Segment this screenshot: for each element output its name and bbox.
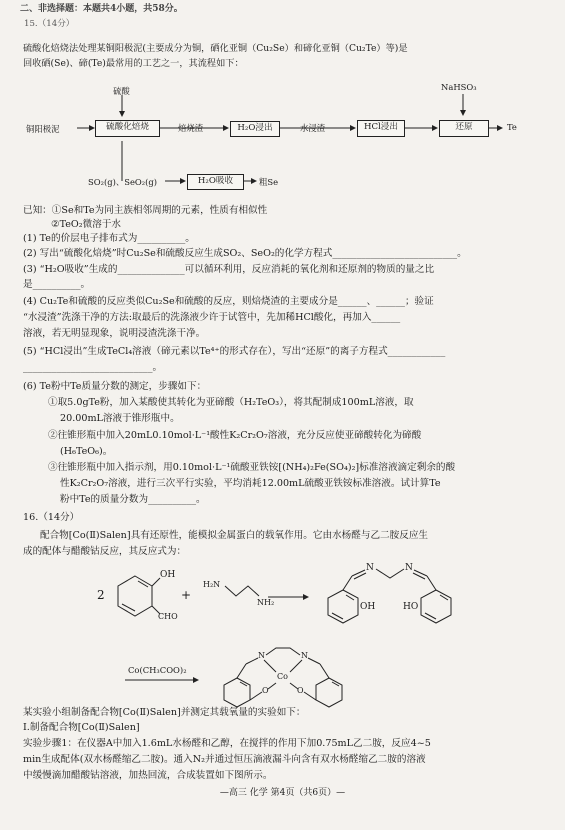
q15-known-2: ②TeO₂微溶于水 <box>51 219 122 230</box>
q15-number: 15.（14分） <box>24 19 75 29</box>
scheme-coefficient: 2 <box>97 588 105 602</box>
q15-part-6-step3b: 性K₂Cr₂O₇溶液，进行三次平行实验，平均消耗12.00mL硫酸亚铁铵标准溶液。试计算Te <box>60 478 441 489</box>
flow-step-water-leach: H₂O浸出 <box>230 121 280 137</box>
flow-arrows <box>0 75 565 205</box>
q16-part-1-heading: Ⅰ.制备配合物[Co(Ⅱ)Salen] <box>23 722 140 733</box>
q16-experiment-intro: 某实验小组制备配合物[Co(Ⅱ)Salen]并测定其载氧量的实验如下： <box>23 707 306 718</box>
scheme-ligand-ho: HO <box>403 602 419 612</box>
flow-water-residue-label: 水浸渣 <box>300 123 326 133</box>
q16-step1-line1: 实验步骤1：在仪器A中加入1.6mL水杨醛和乙醇，在搅拌的作用下加0.75mL乙二胺，反应4~5 <box>23 738 431 749</box>
flow-step-sulfation-roasting: 硫酸化焙烧 <box>95 120 160 137</box>
scheme-complex-n1: N <box>258 651 265 660</box>
q16-number: 16.（14分） <box>23 512 80 523</box>
reaction-structures <box>0 560 565 710</box>
flow-step-water-absorb: H₂O吸收 <box>187 174 244 190</box>
flow-gases-label: SO₂(g)、SeO₂(g) <box>88 177 158 187</box>
q15-part-1: (1) Te的价层电子排布式为__________。 <box>23 233 195 244</box>
q15-part-3b: 是__________。 <box>23 279 91 290</box>
flow-step-hcl-leach: HCl浸出 <box>357 120 405 137</box>
page-footer: —高三 化学 第4页（共6页）— <box>219 788 346 798</box>
scheme-ligand-n2: N <box>405 563 413 573</box>
scheme-amine-nh2: NH₂ <box>257 598 275 607</box>
scheme-complex-o1: O <box>262 686 269 695</box>
scheme-complex-n2: N <box>301 651 308 660</box>
scheme-amine-h2n: H₂N <box>203 580 221 589</box>
scheme-complex-co: Co <box>277 672 288 681</box>
flow-raw-material: 铜阳极泥 <box>26 124 60 134</box>
q16-intro-1: 配合物[Co(Ⅱ)Salen]具有还原性，能模拟金属蛋白的载氧作用。它由水杨醛与乙二胺反应生 <box>40 530 429 541</box>
q15-part-4c: 溶液，若无明显现象，说明浸渣洗涤干净。 <box>23 328 206 339</box>
process-flowchart <box>0 75 565 205</box>
q15-part-6: (6) Te粉中Te质量分数的测定，步骤如下： <box>23 381 207 392</box>
q15-intro-line2: 回收硒(Se)、碲(Te)最常用的工艺之一，其流程如下： <box>23 58 244 69</box>
q15-part-6-step2a: ②往锥形瓶中加入20mL0.10mol·L⁻¹酸性K₂Cr₂O₇溶液，充分反应使亚碲酸转化为碲酸 <box>48 430 422 441</box>
scheme-ligand-oh: OH <box>360 602 376 612</box>
scheme-complex-o2: O <box>297 686 304 695</box>
q15-part-5a: (5) “HCl浸出”生成TeCl₄溶液（碲元素以Te⁴⁺的形式存在），写出“还原”的离子方程式____________ <box>23 346 446 357</box>
scheme-salicyl-cho: CHO <box>158 612 178 621</box>
q15-known-1: 已知：①Se和Te为同主族相邻周期的元素，性质有相似性 <box>23 205 268 216</box>
flow-calcine-label: 焙烧渣 <box>178 123 204 133</box>
flow-product-crude-se: 粗Se <box>259 177 279 187</box>
q15-part-6-step1b: 20.00mL溶液于锥形瓶中。 <box>60 413 180 424</box>
q16-step1-line2: min生成配体(双水杨醛缩乙二胺)。通入N₂并通过恒压滴液漏斗向含有双水杨醛缩乙二胺的溶液 <box>23 754 426 765</box>
flow-product-te: Te <box>507 122 517 132</box>
q15-part-6-step3c: 粉中Te的质量分数为__________。 <box>60 494 206 505</box>
q15-intro-line1: 硫酸化焙烧法处理某铜阳极泥(主要成分为铜，硒化亚铜（Cu₂Se）和碲化亚铜（Cu₂Te）等)是 <box>23 43 408 54</box>
q15-part-5b: ___________________________。 <box>23 362 163 373</box>
flow-nahso3-label: NaHSO₃ <box>441 82 477 92</box>
flow-sulfuric-acid-label: 硫酸 <box>113 86 130 96</box>
scheme-ligand-n1: N <box>366 563 374 573</box>
reaction-scheme <box>0 560 565 710</box>
flow-step-reduction: 还原 <box>439 120 489 137</box>
scheme-salicyl-oh: OH <box>160 570 176 580</box>
scheme-plus: + <box>181 588 192 602</box>
scheme-reagent: Co(CH₃COO)₂ <box>128 665 187 675</box>
q15-part-6-step2b: (H₆TeO₆)。 <box>60 446 113 457</box>
section-header: 二、非选择题：本题共4小题，共58分。 <box>20 4 183 14</box>
q15-part-6-step1a: ①取5.0gTe粉，加入某酸使其转化为亚碲酸（H₂TeO₃），将其配制成100mL溶液，取 <box>48 397 414 408</box>
q15-part-6-step3a: ③往锥形瓶中加入指示剂，用0.10mol·L⁻¹硫酸亚铁铵[(NH₄)₂Fe(SO₄)₂]标准溶液滴定剩余的酸 <box>48 462 456 473</box>
q15-part-2: (2) 写出“硫酸化焙烧”时Cu₂Se和硫酸反应生成SO₂、SeO₂的化学方程式__________________________。 <box>23 248 467 259</box>
q16-step1-line3: 中缓慢滴加醋酸钴溶液，加热回流，合成装置如下图所示。 <box>23 770 273 781</box>
q15-part-4b: “水浸渣”洗涤干净的方法:取最后的洗涤液少许于试管中，先加稀HCl酸化，再加入______ <box>23 312 401 323</box>
q15-part-3a: (3) “H₂O吸收”生成的______________可以循环利用，反应消耗的氧化剂和还原剂的物质的量之比 <box>23 264 435 275</box>
q16-intro-2: 成的配体与醋酸钴反应，其反应式为： <box>23 546 187 557</box>
q15-part-4a: (4) Cu₂Te和硫酸的反应类似Cu₂Se和硫酸的反应，则焙烧渣的主要成分是______、______；验证 <box>23 296 434 307</box>
